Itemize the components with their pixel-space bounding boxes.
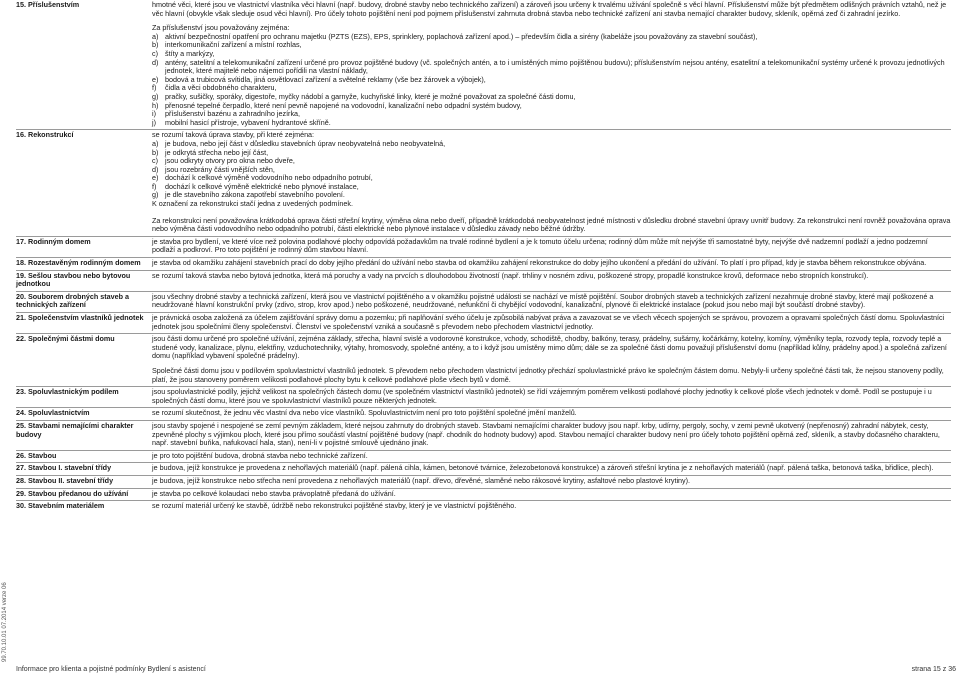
definition-row [16, 270, 951, 291]
list-item [152, 140, 951, 149]
list-item-letter: d) [152, 57, 159, 67]
definitions-table [16, 0, 951, 513]
definition-body [150, 420, 951, 450]
definition-paragraph: Společné části domu jsou v podílovém spoluvlastnictví vlastníků jednotek. S převodem nebo přechodem vlastnictví jednotky přechází spoluvlastnické právo ke společným částem domu. Nebyly-li určeny společné části tak, že nejsou stanoveny podíly, platí, že jsou stanoveny poměrem velikosti podlahové plochy bytu k celkové podlahové ploše všech bytů v domě. [152, 365, 944, 384]
definition-paragraph: je budova, jejíž konstrukce je provedena z nehořlavých materiálů (např. pálená cihla, kámen, betonové tvárnice, železobetonová konstrukce) a zároveň střešní krytina je z nehořlavých materiálů (např. pálená taška, betonová taška, břidlice, plech). [152, 463, 934, 473]
definition-term-text: Spoluvlastnickým podílem [28, 387, 119, 397]
definition-paragraph: se rozumí materiál určený ke stavbě, údržbě nebo rekonstrukci pojištěné stavby, který je ve vlastnictví pojištěného. [152, 501, 517, 511]
definition-row [16, 0, 951, 130]
definition-number: 28. [16, 475, 26, 485]
definition-paragraph: jsou všechny drobné stavby a technická zařízení, která jsou ve vlastnictví pojištěného a v okamžiku pojistné události se nachází ve místě pojištění. Soubor drobných staveb a technických zařízení nezahrnuje drobné stavby, které mají poškozené a neudržované hlavní konstrukční prvky (zdivo, strop, krov apod.) nebo poškozené, neudržované, nefunkční či chybějící vodovodní, kanalizační, plynové či elektrické instalace (pokud jsou nebo mají být součástí drobné stavby). [152, 291, 934, 310]
definition-body [150, 408, 951, 421]
definition-row [16, 475, 951, 488]
list-item-text: je dle stavebního zákona zapotřebí stavebního povolení. [165, 190, 345, 200]
definition-number: 24. [16, 408, 26, 418]
definition-note: Za rekonstrukci není považována krátkodobá oprava části střešní krytiny, výměna okna nebo dveří, případně krátkodobá neobyvatelnost jedné místnosti v důsledku drobné stavební úpravy uvnitř budovy. Za rekonstrukci není rovněž považována oprava nebo výměna části vodovodního nebo odpadního potrubí, části elektrické nebo plynové instalace v důsledku závady nebo běžné údržby. [152, 215, 951, 234]
definition-term-text: Stavbou I. stavební třídy [28, 463, 112, 473]
definition-term-text: Stavbou II. stavební třídy [28, 475, 114, 485]
list-item-letter: h) [152, 100, 159, 110]
definition-body [150, 501, 951, 513]
list-item-text: je budova, nebo její část v důsledku stavebních úprav neobyvatelná nebo neobyvatelná, [165, 138, 446, 148]
definition-term [16, 475, 150, 488]
list-item-text: je odkrytá střecha nebo její část, [165, 147, 269, 157]
definition-body [150, 313, 951, 334]
list-item-letter: f) [152, 181, 157, 191]
definition-term-text: Stavbami nemajícími charakter budovy [16, 420, 134, 439]
definition-paragraph: jsou spoluvlastnické podíly, jejichž velikost na společných částech domu (ve společném vlastnictví vlastníků jednotek) se řídí vzájemným poměrem velikosti podlahové plochy jednotky k celkové ploše všech jednotek v domě. Podíl se postupuje i u společných částí domu, které jsou ve spoluvlastnictví vlastníků pouze některých jednotek. [152, 387, 932, 405]
definition-list [152, 33, 951, 128]
definition-body [150, 488, 951, 501]
list-item-letter: c) [152, 156, 158, 166]
definition-number: 16. [16, 130, 26, 140]
list-item-letter: d) [152, 164, 159, 174]
definition-term [16, 408, 150, 421]
definition-term [16, 488, 150, 501]
definition-term-text: Příslušenstvím [28, 0, 80, 9]
definition-paragraph: jsou části domu určené pro společné užívání, zejména základy, střecha, hlavní svislé a vodorovné konstrukce, vchody, schodiště, chodby, balkóny, terasy, prádelny, sušárny, kočárkárny, kotelny, komíny, výměníky tepla, rozvody tepla, rozvody teplé a studené vody, kanalizace, plynu, elektřiny, vzduchotechniky, výtahy, hromosvody, společné antény, a to i když jsou umístěny mimo dům; dále se za společné části domu považují příslušenství domu (například kůlny, prádelny apod.) a společná zařízení domu (například vybavení společné prádelny). [152, 334, 947, 361]
definition-paragraph: je stavba po celkové kolaudaci nebo stavba právoplatně předaná do užívání. [152, 488, 396, 498]
definition-body [150, 334, 951, 387]
definition-number: 27. [16, 463, 26, 473]
definition-term-text: Stavebním materiálem [28, 501, 105, 511]
definition-body [150, 0, 951, 130]
definition-body [150, 258, 951, 271]
definition-paragraph: je právnická osoba založená za účelem zajišťování správy domu a pozemku; při naplňování svého účelu je způsobilá nabývat práva a zavazovat se ve všech věcech spojených se správou, provozem a opravami společných částí domu. Spoluvlastníci jednotek jsou společními členy společenství. Členství ve společenství vzniká a současně s převodem nebo přechodem vlastnictví jednotky. [152, 313, 945, 331]
definition-term [16, 501, 150, 513]
definition-body [150, 236, 951, 257]
definition-body [150, 387, 951, 408]
list-item-text: interkomunikační zařízení a místní rozhlas, [165, 40, 302, 50]
list-item [152, 41, 951, 50]
definition-term-text: Stavbou [28, 450, 57, 460]
definition-row [16, 450, 951, 463]
definition-paragraph: je stavba od okamžiku zahájení stavebních prací do doby jejího předání do užívání nebo stavba od okamžiku zahájení rekonstrukce do doby jejího ukončení a předání do užívání. To platí i pro případ, kdy je stavba během rekonstrukce obývána. [152, 258, 927, 268]
definition-number: 29. [16, 488, 26, 498]
definition-term [16, 313, 150, 334]
definition-paragraph: Za příslušenství jsou považovány zejména: [152, 23, 290, 33]
definition-number: 18. [16, 258, 26, 268]
footer-title: Informace pro klienta a pojistné podmínky Bydlení s asistencí [16, 666, 206, 673]
definition-paragraph: se rozumí skutečnost, že jednu věc vlastní dva nebo více vlastníků. Spoluvlastnictvím není pro toto pojištění společné jmění manželů. [152, 408, 577, 418]
list-item-text: přenosné tepelné čerpadlo, které není pevně napojené na vodovodní, kanalizační nebo odpadní systém budovy, [165, 100, 522, 110]
document-code-vertical [2, 572, 12, 662]
list-item-text: jsou odkryty otvory pro okna nebo dveře, [165, 156, 295, 166]
list-item [152, 119, 951, 128]
definition-term-text: Souborem drobných staveb a technických zařízení [16, 291, 130, 310]
definition-paragraph: se rozumí taková stavba nebo bytová jednotka, která má poruchy a vady na prvcích s dlouhodobou životností (např. trhliny v nosném zdivu, poškozené stropy, propadlé konstrukce krovů, deformace nebo stropních konstrukcí). [152, 270, 869, 280]
definition-term [16, 236, 150, 257]
definition-number: 20. [16, 291, 26, 301]
list-item-text: dochází k celkové výměně elektrické nebo plynové instalace, [165, 181, 359, 191]
definition-term [16, 450, 150, 463]
definition-row [16, 488, 951, 501]
definition-paragraph: je stavba pro bydlení, ve které více než polovina podlahové plochy odpovídá požadavkům na trvalé rodinné bydlení a je k tomuto účelu určena; rodinný dům může mít nejvýše tři samostatné byty, nejvýše dvě nadzemní podlaží a jedno podzemní podlaží a podkroví. Pro toto pojištění je rodinný dům stavbou hlavní. [152, 236, 928, 255]
definition-term-text: Rekonstrukcí [28, 130, 74, 140]
definition-row [16, 501, 951, 513]
definition-term-text: Spoluvlastnictvím [28, 408, 90, 418]
definition-body [150, 291, 951, 312]
list-item-text: příslušenství bazénu a zahradního jezírka, [165, 109, 301, 119]
definition-paragraph: jsou stavby spojené i nespojené se zemí pevným základem, které nejsou zahrnuty do drobných staveb. Stavbami nemajícími charakter budovy jsou např. krby, udírny, pergoly, sochy, v zemi pevně ukotvený (nepřenosný) zahradní nábytek, cesty, zpevněné plochy s výjimkou ploch, které jsou přímo součástí vlastní pojištěné budovy (např. chodník do hodnoty budovy) apod. Stavbou nemající charakter budovy není pro účely tohoto pojištění opěrná zeď, skleník, a stavby dočasného charakteru, např. stavební buňka, nafukovací hala, stan), není-li v pojistné smlouvě ujednáno jinak. [152, 420, 940, 448]
definition-number: 15. [16, 0, 26, 9]
definition-term-text: Společnými částmi domu [28, 334, 115, 344]
definition-row [16, 387, 951, 408]
definition-term [16, 130, 150, 237]
definition-body [150, 450, 951, 463]
page-number: strana 15 z 36 [911, 666, 956, 673]
definition-paragraph: hmotné věci, které jsou ve vlastnictví vlastníka věci hlavní (např. budovy, drobné stavby nebo technického zařízení) a zároveň jsou určeny k trvalému užívání společně s věcí hlavní. Příslušenství může být předmětem odlišných právních vztahů, než je věc hlavní (obvykle však sleduje osud věci hlavní). Pro účely tohoto pojištění není pod pojmem příslušenství zahrnuta drobná stavba nebo technické zařízení ani stavba nemající charakter budovy, skleník, opěrná zeď či zahradní jezírko. [152, 0, 947, 18]
list-item-letter: g) [152, 91, 159, 101]
list-item-text: mobilní hasicí přístroje, vybavení hydrantové skříně. [165, 117, 331, 127]
definition-paragraph: je pro toto pojištění budova, drobná stavba nebo technické zařízení. [152, 450, 368, 460]
page-footer [16, 666, 956, 676]
definition-term [16, 291, 150, 312]
list-item-letter: a) [152, 138, 159, 148]
definition-paragraph: je budova, jejíž konstrukce nebo střecha není provedena z nehořlavých materiálů (např. dřevo, dřevěné, slaměné nebo rákosové krytiny, asfaltové nebo plastové krytiny). [152, 475, 691, 485]
definition-term-text: Sešlou stavbou nebo bytovou jednotkou [16, 270, 131, 289]
definition-row [16, 313, 951, 334]
definition-term [16, 334, 150, 387]
definition-body [150, 130, 951, 237]
definition-term-text: Rozestavěným rodinným domem [28, 258, 141, 268]
definition-number: 26. [16, 450, 26, 460]
definition-term [16, 420, 150, 450]
definition-term [16, 270, 150, 291]
definition-row [16, 420, 951, 450]
definition-term [16, 387, 150, 408]
definition-list [152, 140, 951, 200]
definition-row [16, 463, 951, 476]
definition-row [16, 408, 951, 421]
list-item-text: antény, satelitní a telekomunikační zařízení určené pro provoz pojištěné budovy (vč. společných antén, a to i umístěných mimo pojištěnou budovu); příslušenstvím nejsou antény, esatelitní a telekomunikační systémy určené k provozu jednotlivých jednotek, které majitelé nebo nájemci pořídili na vlastní náklady, [165, 57, 945, 76]
list-item-text: aktivní bezpečnostní opatření pro ochranu majetku (PZTS (EZS), EPS, sprinklery, poplachová zařízení apod.) – především čidla a sirény (kabeláže jsou považovány za stavební součást), [165, 31, 758, 41]
list-item-letter: a) [152, 31, 159, 41]
definition-term [16, 0, 150, 130]
list-item-letter: e) [152, 74, 159, 84]
list-item-text: štíty a markýzy, [165, 48, 215, 58]
definition-body [150, 475, 951, 488]
definition-term-text: Rodinným domem [28, 236, 91, 246]
list-item-letter: f) [152, 83, 157, 93]
definition-number: 25. [16, 420, 26, 430]
list-item-letter: b) [152, 40, 159, 50]
list-item-letter: g) [152, 190, 159, 200]
list-item-letter: i) [152, 109, 156, 119]
definition-body [150, 463, 951, 476]
list-item-letter: j) [152, 117, 156, 127]
list-item-text: pračky, sušičky, sporáky, digestoře, myčky nádobí a garnyže, kuchyňské linky, které je možné považovat za společné části domu, [165, 91, 576, 101]
list-item-text: jsou rozebrány části vnějších stěn, [165, 164, 275, 174]
definition-number: 21. [16, 313, 26, 322]
definition-number: 30. [16, 501, 26, 511]
list-item-text: bodová a trubicová svítidla, jiná osvětlovací zařízení a světelné reklamy (vše bez žárovek a výbojek), [165, 74, 486, 84]
definition-term [16, 463, 150, 476]
definition-body [150, 270, 951, 291]
list-item-letter: c) [152, 48, 158, 58]
list-item [152, 59, 951, 76]
definition-note: K označení za rekonstrukci stačí jedna z uvedených podmínek. [152, 199, 353, 209]
list-item-text: dochází k celkové výměně vodovodního nebo odpadního potrubí, [165, 173, 373, 183]
definition-number: 22. [16, 334, 26, 344]
definition-row [16, 130, 951, 237]
definition-term-text: Společenstvím vlastníků jednotek [28, 313, 144, 322]
definition-row [16, 291, 951, 312]
definition-paragraph: se rozumí taková úprava stavby, při které zejména: [152, 130, 315, 140]
document-code-text: 99.70.10.01 07.2014 verze 06 [2, 582, 8, 662]
document-page [16, 0, 956, 678]
definition-number: 17. [16, 236, 26, 246]
list-item-letter: b) [152, 147, 159, 157]
definition-row [16, 334, 951, 387]
definition-term [16, 258, 150, 271]
definition-term-text: Stavbou předanou do užívání [28, 488, 129, 498]
definition-row [16, 236, 951, 257]
list-item-letter: e) [152, 173, 159, 183]
definition-number: 19. [16, 270, 26, 280]
list-item-text: čidla a věci obdobného charakteru, [165, 83, 277, 93]
definition-number: 23. [16, 387, 26, 397]
definition-row [16, 258, 951, 271]
